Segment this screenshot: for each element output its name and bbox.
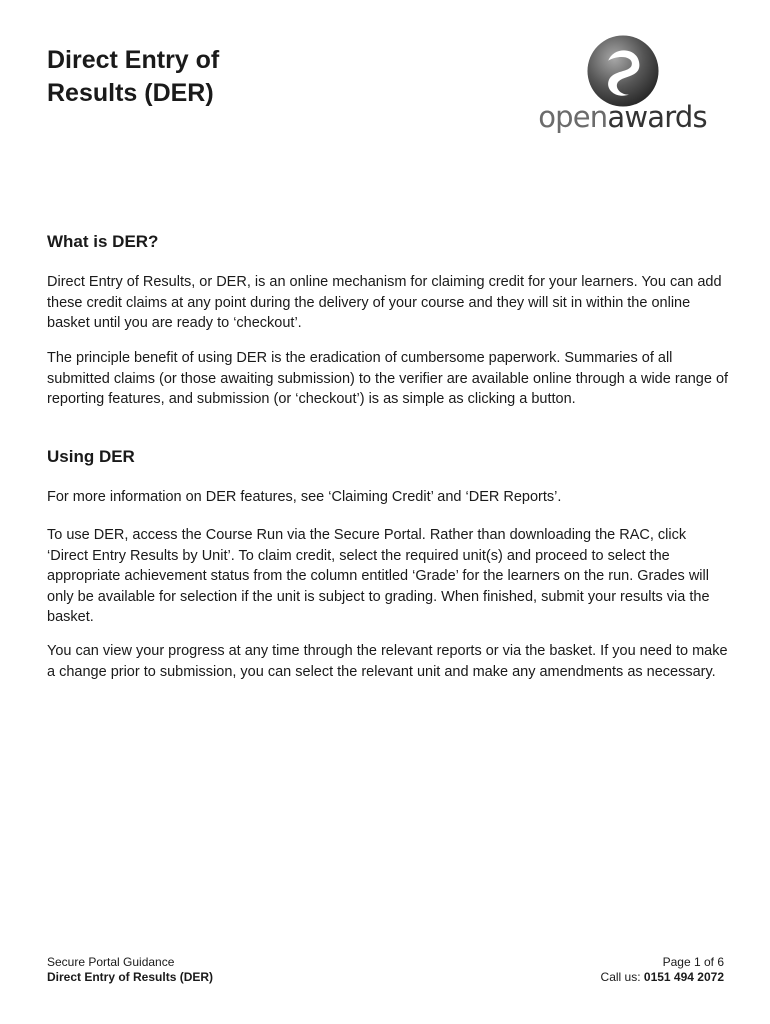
paragraph-der-definition: Direct Entry of Results, or DER, is an online mechanism for claiming credit for your learners. You can add these credit claims at any point during the delivery of your course and they will sit in within the online basket until you are ready to ‘checkout’. <box>47 274 722 331</box>
footer-document-name: Direct Entry of Results (DER) <box>47 970 214 984</box>
paragraph-how-to-use-der: To use DER, access the Course Run via the Secure Portal. Rather than downloading the RAC, click ‘Direct Entry Results by Unit’. To claim credit, select the required unit(s) and proceed to select the appropriate achievement status from the column entitled ‘Grade’ for the learners on the run. Grades will only be available for selection if the unit is subject to grading. When finished, submit your results via the basket. <box>47 527 710 625</box>
open-awards-logo <box>530 32 715 137</box>
footer-right <box>601 955 724 985</box>
paragraph-der-benefit: The principle benefit of using DER is the eradication of cumbersome paperwork. Summaries of all submitted claims (or those awaiting submission) to the verifier are available online through a wide range of reporting features, and submission (or ‘checkout’) is as simple as clicking a button. <box>47 350 729 407</box>
title-line-2: Results (DER) <box>47 79 214 107</box>
document-title <box>47 44 377 110</box>
open-awards-logo-wordmark <box>530 100 715 134</box>
title-line-1: Direct Entry of <box>47 46 220 74</box>
footer-guidance-label: Secure Portal Guidance <box>47 955 175 969</box>
open-awards-logo-mark-icon <box>586 34 660 108</box>
footer-call-label: Call us: <box>600 970 644 984</box>
footer-page-number: Page 1 of 6 <box>662 955 724 969</box>
section-heading-using-der: Using DER <box>47 447 135 466</box>
logo-word-open: open <box>538 100 608 134</box>
paragraph-more-information: For more information on DER features, see ‘Claiming Credit’ and ‘DER Reports’. <box>47 489 562 505</box>
paragraph-view-progress: You can view your progress at any time through the relevant reports or via the basket. If you need to make a change prior to submission, you can select the relevant unit and make any amendments as necessary. <box>47 643 728 680</box>
footer-left <box>47 955 213 985</box>
footer-phone-number: 0151 494 2072 <box>643 970 724 984</box>
footer-contact <box>601 970 724 985</box>
section-heading-what-is-der: What is DER? <box>47 232 159 251</box>
logo-word-awards: awards <box>607 100 707 134</box>
